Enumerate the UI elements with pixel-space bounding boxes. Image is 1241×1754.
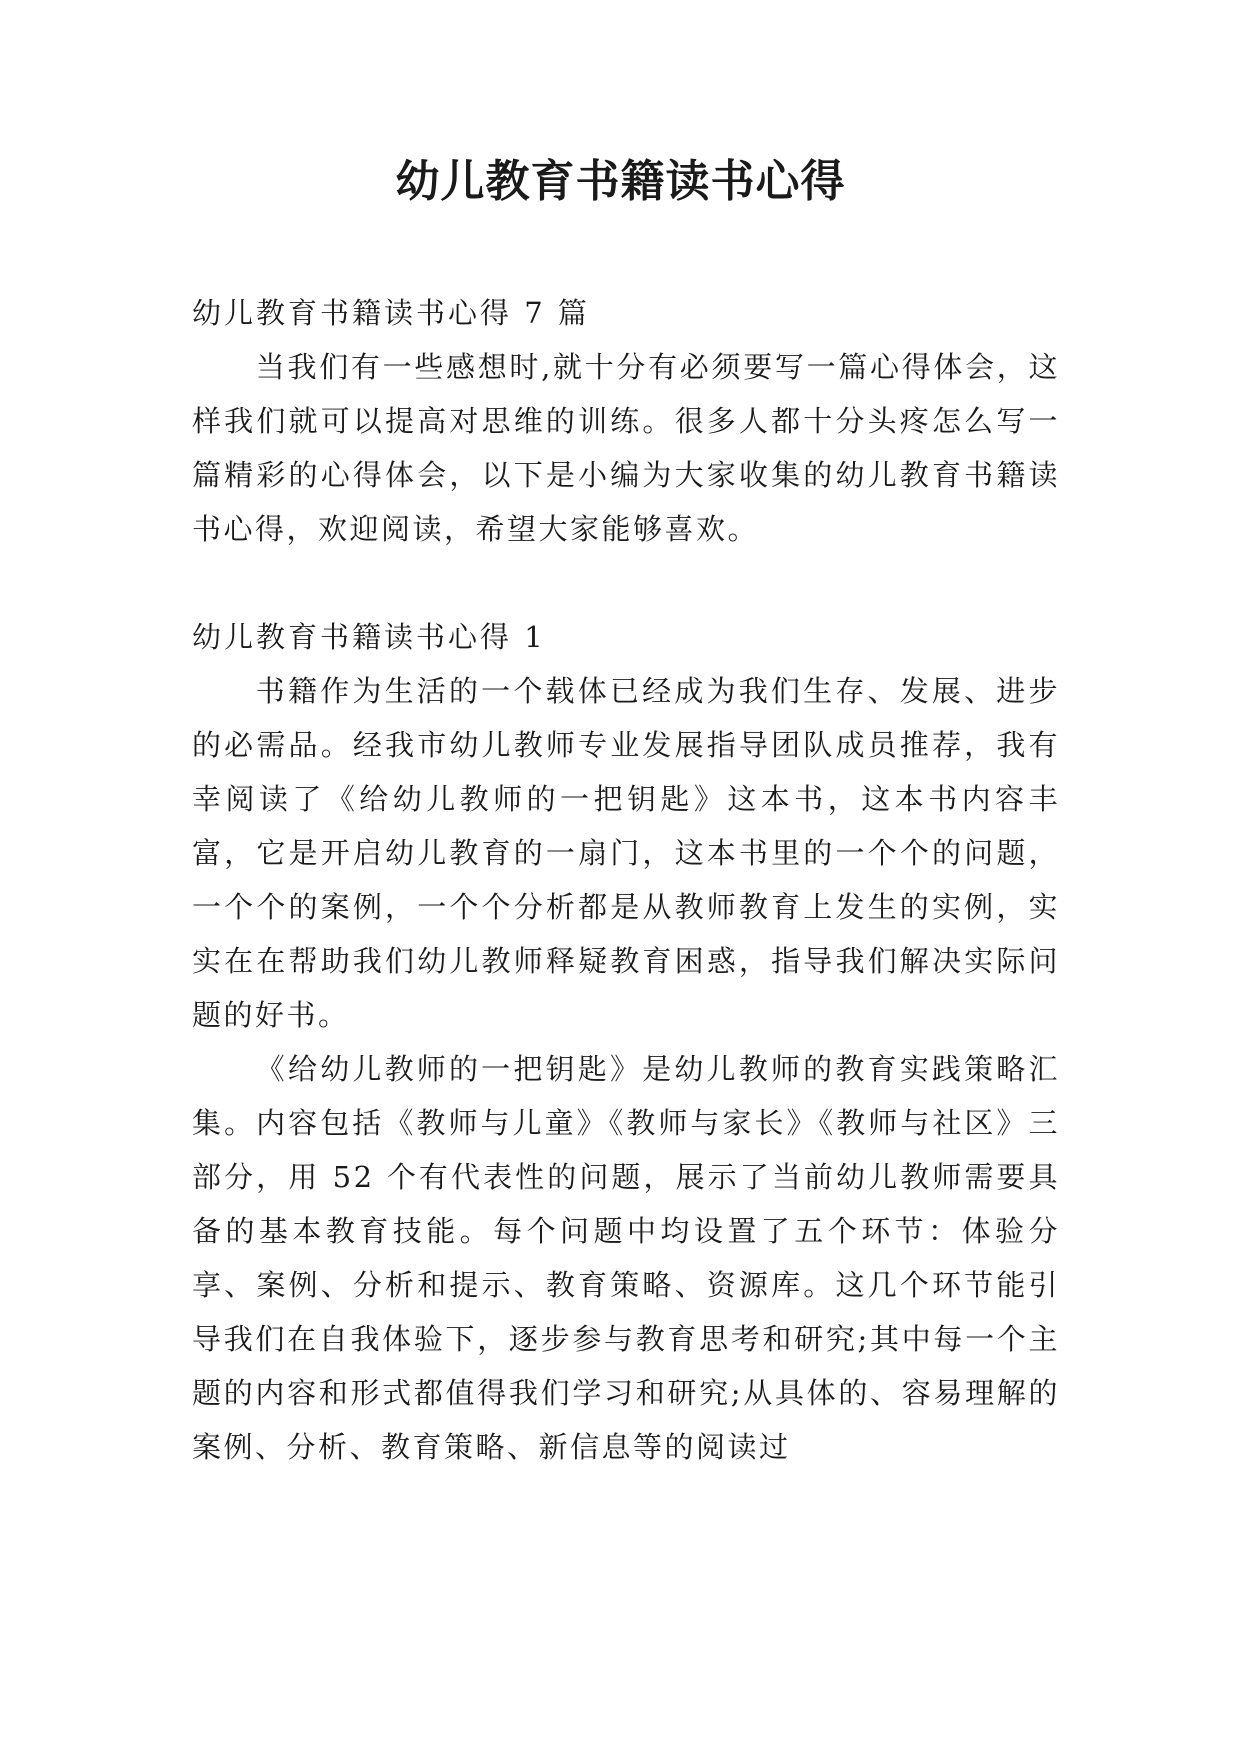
section-heading-intro: 幼儿教育书籍读书心得 7 篇 (192, 296, 590, 330)
section-spacer (192, 556, 1060, 610)
section-1-paragraph-1: 书籍作为生活的一个载体已经成为我们生存、发展、进步的必需品。经我市幼儿教师专业发展指导团队成员推荐，我有幸阅读了《给幼儿教师的一把钥匙》这本书，这本书内容丰富，它是开启幼儿教育的一扇门，这本书里的一个个的问题，一个个的案例，一个个分析都是从教师教育上发生的实例，实实在在帮助我们幼儿教师释疑教育困惑，指导我们解决实际问题的好书。 (192, 674, 1060, 1032)
intro-paragraph: 当我们有一些感想时,就十分有必须要写一篇心得体会，这样我们就可以提高对思维的训练。很多人都十分头疼怎么写一篇精彩的心得体会，以下是小编为大家收集的幼儿教育书籍读书心得，欢迎阅读，希望大家能够喜欢。 (192, 350, 1060, 546)
document-title: 幼儿教育书籍读书心得 (395, 156, 846, 207)
document-body (192, 286, 1060, 1474)
section-1-paragraph-2: 《给幼儿教师的一把钥匙》是幼儿教师的教育实践策略汇集。内容包括《教师与儿童》《教师与家长》《教师与社区》三部分，用 52 个有代表性的问题，展示了当前幼儿教师需要具备的基本教育技能。每个问题中均设置了五个环节：体验分享、案例、分析和提示、教育策略、资源库。这几个环节能引导我们在自我体验下，逐步参与教育思考和研究;其中每一个主题的内容和形式都值得我们学习和研究;从具体的、容易理解的案例、分析、教育策略、新信息等的阅读过 (192, 1052, 1060, 1464)
section-heading-1: 幼儿教育书籍读书心得 1 (192, 620, 546, 654)
